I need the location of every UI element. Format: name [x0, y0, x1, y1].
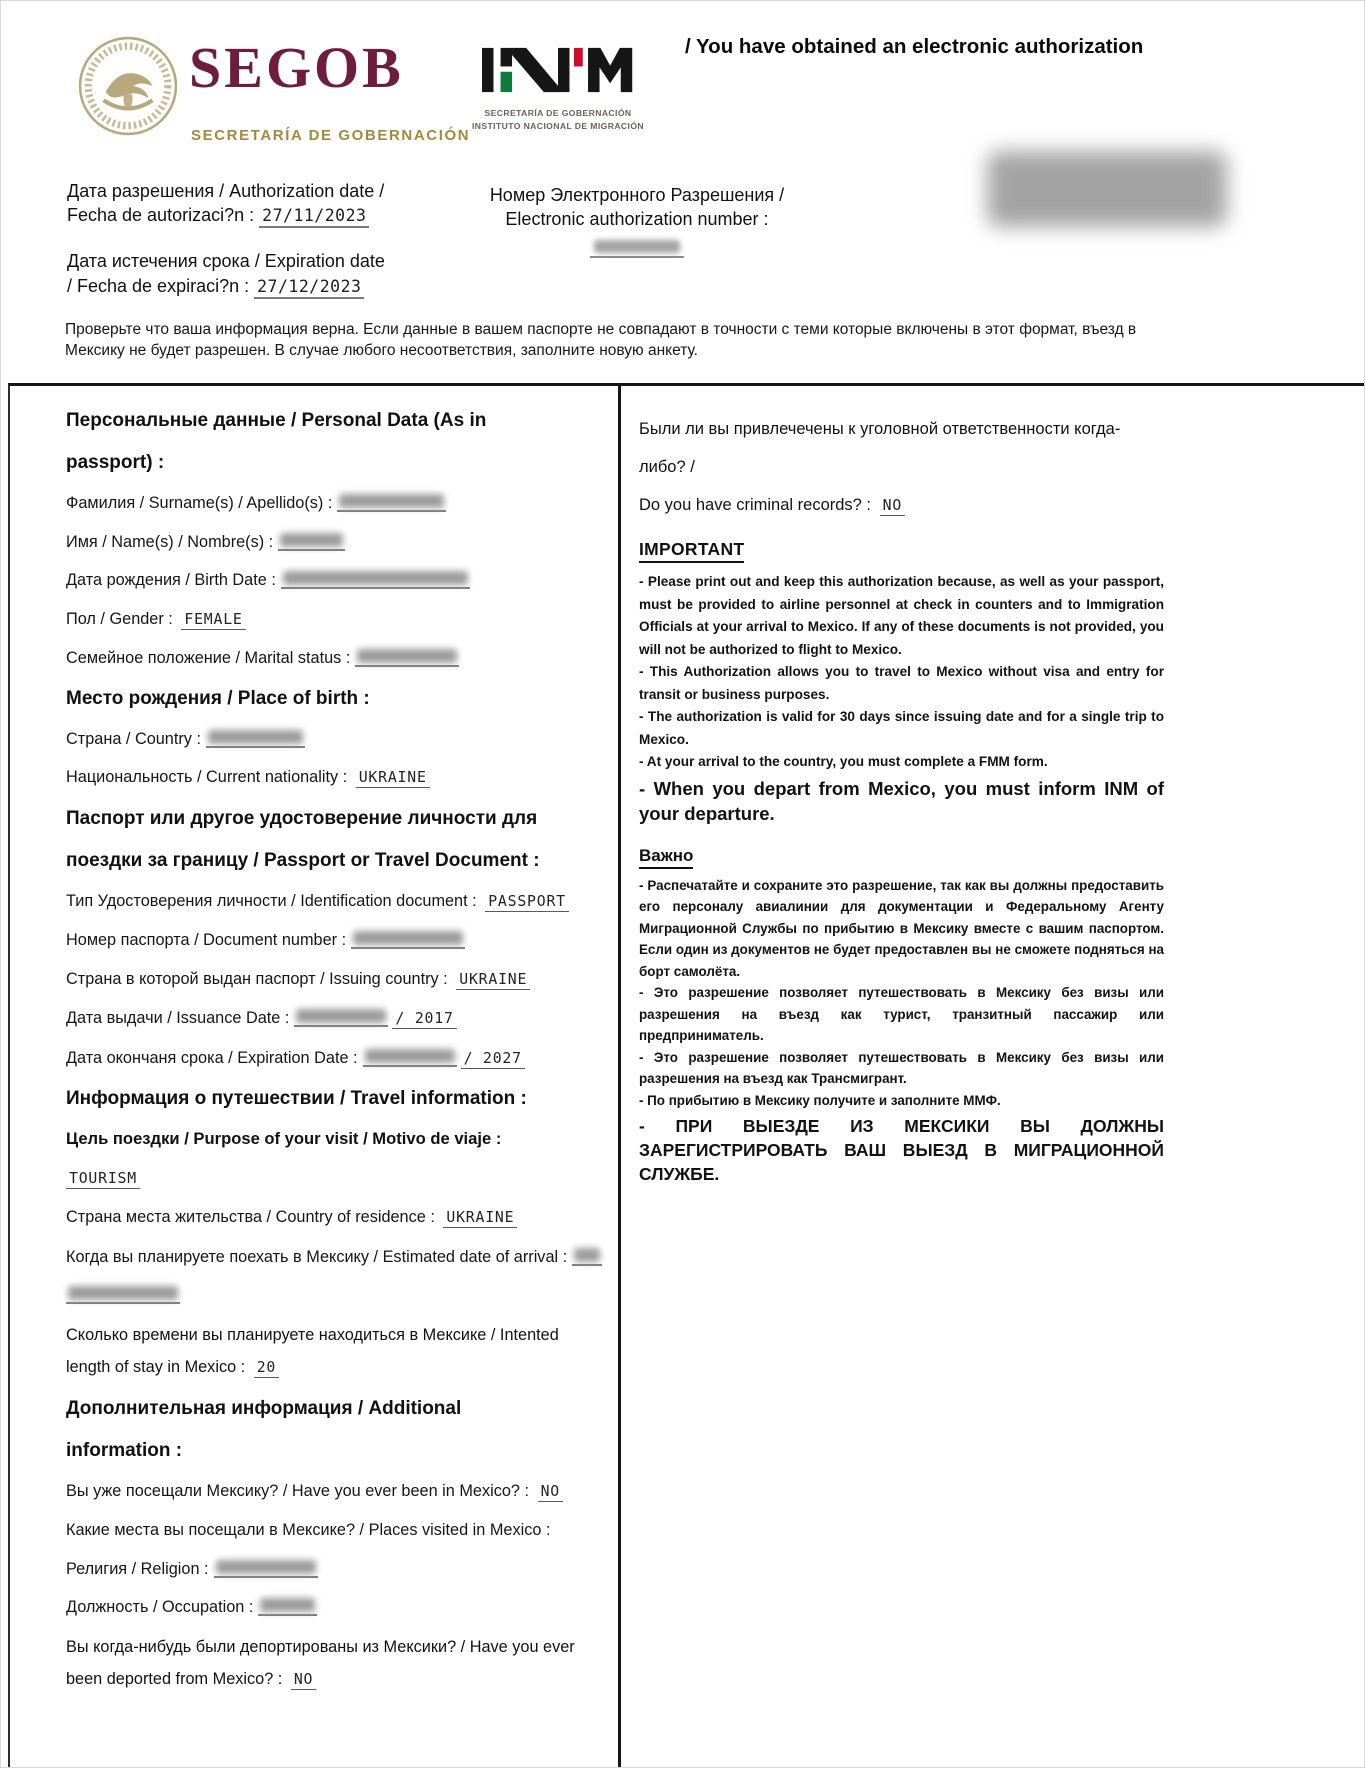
redacted-value: [214, 1560, 318, 1578]
field-places-visited: Какие места вы посещали в Мексике? / Places visited in Mexico :: [66, 1521, 551, 1539]
field-country-of-residence: Страна места жительства / Country of residence : UKRAINE: [66, 1198, 594, 1238]
redacted-value: [258, 1598, 317, 1616]
section-title-passport: Паспорт или другое удостоверение личности для поездки за границу / Passport or Travel Document :: [66, 807, 540, 871]
section-title-personal-data: Персональные данные / Personal Data (As in passport) :: [66, 410, 487, 473]
important-item: - At your arrival to the country, you must complete a FMM form.: [639, 754, 1048, 769]
main-content-box: [8, 383, 1364, 1767]
field-length-of-stay: Сколько времени вы планируете находиться в Мексике / Intented length of stay in Mexico : 20: [66, 1325, 559, 1376]
vazhno-item: - Распечатайте и сохраните это разрешение, так как вы должны предоставить его персоналу авиалинии для документации и Федеральному Агенту Миграционной Службы по прибытию в Мексику вместе с вашим паспортом. Если один из документов не будет предоставлен вы не сможете подняться на борт самолёта.: [639, 877, 1164, 979]
important-emphasis: - When you depart from Mexico, you must inform INM of your departure.: [639, 777, 1164, 824]
nationality-value: UKRAINE: [356, 769, 430, 788]
mexican-eagle-emblem-icon: [77, 35, 179, 137]
purpose-value: TOURISM: [66, 1170, 140, 1189]
important-item: - Please print out and keep this authorization because, as well as your passport, must be provided to airline personnel at check in counters and to Immigration Officials at your arrival to Mexico. If any of these documents is not provided, you will not be authorized to flight to Mexico.: [639, 574, 1164, 657]
gender-value: FEMALE: [181, 611, 245, 630]
redacted-value: [351, 931, 465, 949]
field-gender: Пол / Gender : FEMALE: [66, 600, 594, 640]
redacted-value: [363, 1049, 457, 1067]
field-estimated-arrival-date: Когда вы планируете поехать в Мексику / Estimated date of arrival :: [66, 1238, 594, 1277]
field-marital-status: Семейное положение / Marital status :: [66, 639, 594, 678]
left-column: [10, 386, 621, 1767]
redacted-value: [278, 533, 345, 551]
residence-country-value: UKRAINE: [443, 1209, 517, 1228]
field-country-of-birth: Страна / Country :: [66, 720, 594, 759]
verify-information-notice: Проверьте что ваша информация верна. Если данные в вашем паспорте не совпадают в точности с теми которые включены в этот формат, въезд в Мексику не будет разрешен. В случае любого несоответствия, заполните новую анкету.: [65, 321, 1137, 359]
redacted-value: [66, 1286, 180, 1304]
redacted-value: [572, 1248, 602, 1266]
passport-expiration-year-value: / 2027: [461, 1050, 525, 1069]
section-title-travel-information: Информация о путешествии / Travel information :: [66, 1088, 527, 1109]
segob-coat-of-arms-icon: [77, 35, 179, 137]
vazhno-item: - Это разрешение позволяет путешествовать в Мексику без визы или разрешения на въезд как Трансмигрант.: [639, 1049, 1164, 1086]
issuing-country-value: UKRAINE: [456, 971, 530, 990]
authorization-date-value: 27/11/2023: [259, 206, 369, 228]
segob-wordmark: SEGOB: [189, 35, 404, 100]
page-title: / You have obtained an electronic authorization: [685, 35, 1144, 58]
deported-value: NO: [291, 1671, 316, 1690]
authorization-date: Дата разрешения / Authorization date / Fecha de autorizaci?n : 27/11/2023: [67, 179, 384, 228]
vazhno-section: [639, 875, 1164, 1187]
field-purpose-of-visit: [66, 1159, 594, 1199]
field-estimated-arrival-value: [66, 1276, 594, 1315]
vazhno-item: - Это разрешение позволяет путешествовать в Мексику без визы или разрешения на въезд как турист, транзитный пассажир или предприниматель.: [639, 985, 1164, 1043]
expiration-date-value: 27/12/2023: [254, 277, 364, 299]
section-title-additional-information: Дополнительная информация / Additional information :: [66, 1397, 462, 1461]
inm-logo-icon: [482, 43, 634, 97]
field-surname: Фамилия / Surname(s) / Apellido(s) :: [66, 484, 594, 523]
field-nationality: Национальность / Current nationality : UKRAINE: [66, 758, 594, 798]
redacted-value: [355, 649, 459, 667]
document-type-value: PASSPORT: [485, 893, 569, 912]
redacted-authorization-number: [590, 240, 684, 258]
inm-logo: [463, 43, 653, 133]
important-heading: IMPORTANT: [639, 539, 744, 563]
purpose-of-visit-label: Цель поездки / Purpose of your visit / Motivo de viaje :: [66, 1129, 502, 1148]
redacted-value: [281, 571, 470, 589]
important-section: [639, 571, 1164, 826]
redacted-value: [337, 494, 446, 512]
field-been-in-mexico: Вы уже посещали Мексику? / Have you ever been in Mexico? : NO: [66, 1472, 594, 1512]
vazhno-heading: Важно: [639, 846, 693, 869]
important-item: - The authorization is valid for 30 days since issuing date and for a single trip to Mexico.: [639, 709, 1164, 747]
field-deported-from-mexico: Вы когда-нибудь были депортированы из Мексики? / Have you ever been deported from Mexico? : NO: [66, 1637, 575, 1688]
field-birth-date: Дата рождения / Birth Date :: [66, 561, 594, 600]
important-item: - This Authorization allows you to travel to Mexico without visa and entry for transit or business purposes.: [639, 664, 1164, 702]
expiration-date: Дата истечения срока / Expiration date / Fecha de expiraci?n : 27/12/2023: [67, 249, 385, 299]
segob-subtitle: SECRETARÍA DE GOBERNACIÓN: [191, 127, 471, 144]
field-document-number: Номер паспорта / Document number :: [66, 921, 594, 960]
section-title-place-of-birth: Место рождения / Place of birth :: [66, 687, 370, 709]
vazhno-item: - По прибытию в Мексику получите и заполните ММФ.: [639, 1092, 1001, 1108]
field-passport-expiration-date: Дата окончаня срока / Expiration Date : / 2027: [66, 1039, 594, 1079]
criminal-records-question: Были ли вы привлечечены к уголовной ответственности когда-либо? / Do you have criminal records? : NO: [639, 420, 1121, 514]
field-id-document-type: Тип Удостоверения личности / Identification document : PASSPORT: [66, 882, 594, 922]
issuance-year-value: / 2017: [392, 1010, 456, 1029]
redacted-value: [294, 1009, 388, 1027]
field-name: Имя / Name(s) / Nombre(s) :: [66, 523, 594, 562]
vazhno-emphasis: - ПРИ ВЫЕЗДЕ ИЗ МЕКСИКИ ВЫ ДОЛЖНЫ ЗАРЕГИСТРИРОВАТЬ ВАШ ВЫЕЗД В МИГРАЦИОННОЙ СЛУЖБЕ.: [639, 1116, 1164, 1184]
field-religion: Религия / Religion :: [66, 1550, 594, 1589]
field-issuing-country: Страна в которой выдан паспорт / Issuing country : UKRAINE: [66, 960, 594, 1000]
right-column: [621, 386, 1364, 1767]
redacted-value: [206, 730, 305, 748]
been-in-mexico-value: NO: [538, 1483, 563, 1502]
field-occupation: Должность / Occupation :: [66, 1588, 594, 1627]
length-of-stay-value: 20: [254, 1359, 279, 1378]
authorization-number: Номер Электронного Разрешения / Electronic authorization number :: [439, 183, 835, 258]
field-issuance-date: Дата выдачи / Issuance Date : / 2017: [66, 999, 594, 1039]
criminal-records-value: NO: [880, 497, 905, 516]
inm-subtitle: SECRETARÍA DE GOBERNACIÓN INSTITUTO NACIONAL DE MIGRACIÓN: [471, 108, 645, 131]
redacted-stamp-block: [987, 151, 1227, 227]
